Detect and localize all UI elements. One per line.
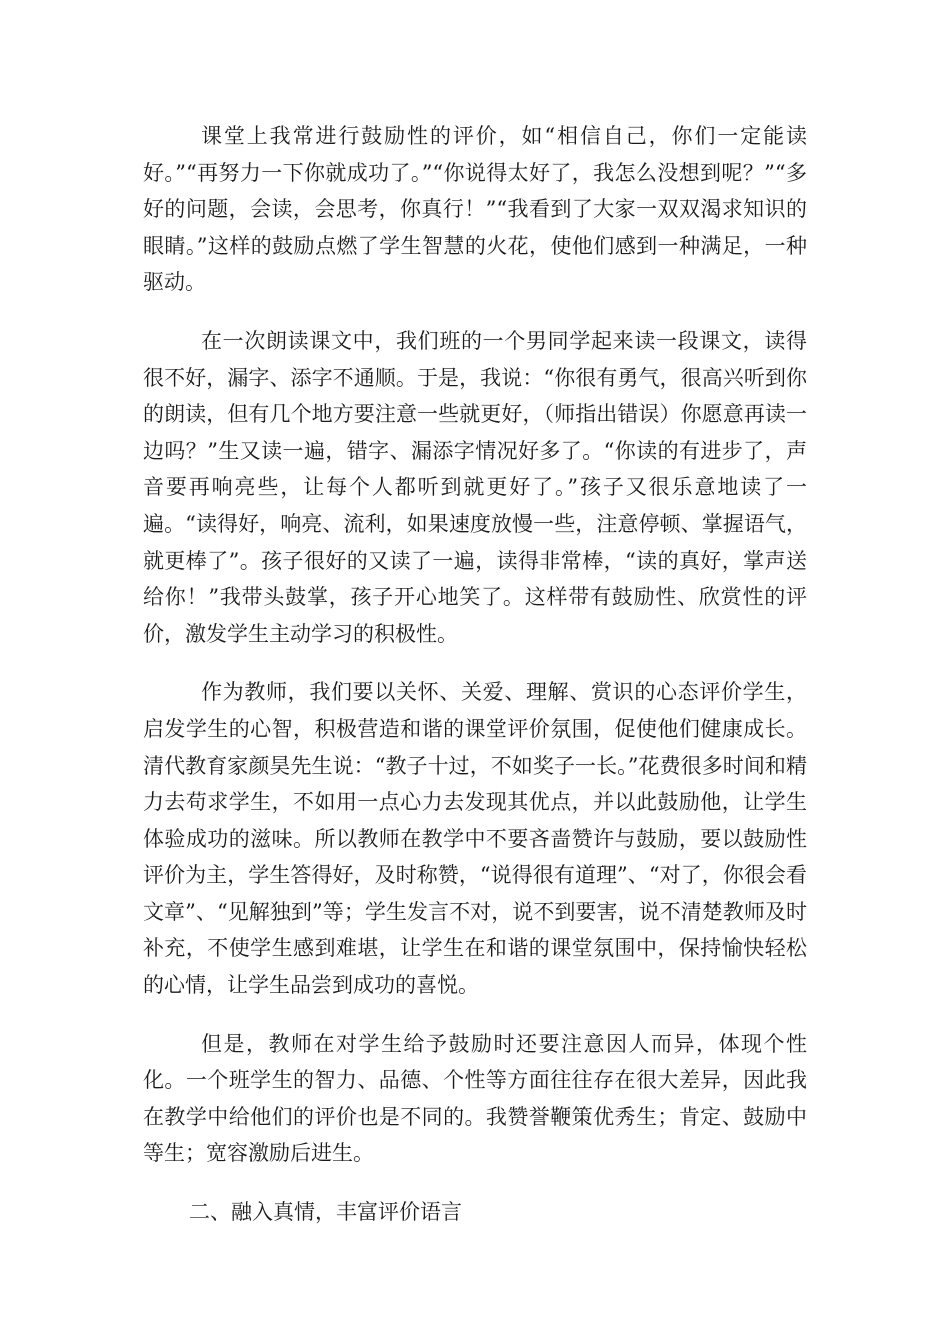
paragraph-reading-example: 在一次朗读课文中，我们班的一个男同学起来读一段课文，读得很不好，漏字、添字不通顺。于是，我说：“你很有勇气，很高兴听到你的朗读，但有几个地方要注意一些就更好，（师指出错误）你愿意再读一边吗？”生又读一遍，错字、漏添字情况好多了。“你读的有进步了，声音要再响亮些，让每个人都听到就更好了。”孩子又很乐意地读了一遍。“读得好，响亮、流利，如果速度放慢一些，注意停顿、掌握语气，就更棒了”。孩子很好的又读了一遍，读得非常棒，“读的真好，掌声送给你！”我带头鼓掌，孩子开心地笑了。这样带有鼓励性、欣赏性的评价，激发学生主动学习的积极性。 [143,328,807,646]
section-heading: 二、融入真情，丰富评价语言 [189,1200,462,1225]
paragraph-encouraging-evaluation: 课堂上我常进行鼓励性的评价，如“相信自己，你们一定能读好。”“再努力一下你就成功了。”“你说得太好了，我怎么没想到呢？”“多好的问题，会读，会思考，你真行！”“我看到了大家一双双渴求知识的眼睛。”这样的鼓励点燃了学生智慧的火花，使他们感到一种满足，一种驱动。 [143,124,807,295]
paragraph-teacher-attitude: 作为教师，我们要以关怀、关爱、理解、赏识的心态评价学生，启发学生的心智，积极营造和谐的课堂评价氛围，促使他们健康成长。清代教育家颜昊先生说：“教子十过，不如奖子一长。”花费很多时间和精力去苟求学生，不如用一点心力去发现其优点，并以此鼓励他，让学生体验成功的滋味。所以教师在教学中不要吝啬赞许与鼓励，要以鼓励性评价为主，学生答得好，及时称赞，“说得很有道理”、“对了，你很会看文章”、“见解独到”等；学生发言不对，说不到要害，说不清楚教师及时补充，不使学生感到难堪，让学生在和谐的课堂氛围中，保持愉快轻松的心情，让学生品尝到成功的喜悦。 [143,680,807,998]
paragraph-individualized-praise: 但是，教师在对学生给予鼓励时还要注意因人而异，体现个性化。一个班学生的智力、品德、个性等方面往往存在很大差异，因此我在教学中给他们的评价也是不同的。我赞誉鞭策优秀生；肯定、鼓励中等生；宽容激励后进生。 [143,1031,807,1166]
document-body [143,118,807,1231]
